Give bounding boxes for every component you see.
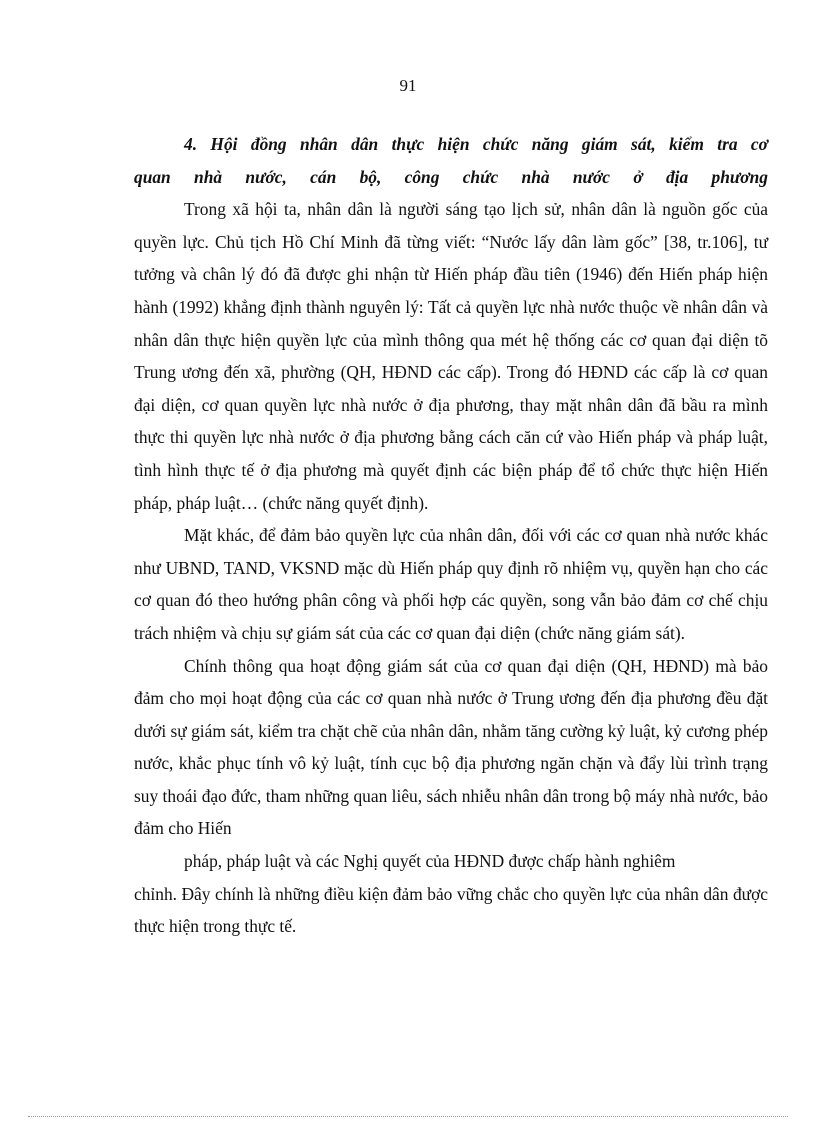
- section-heading-line-1: 4. Hội đồng nhân dân thực hiện chức năng giám sát, kiểm tra cơ: [184, 134, 768, 154]
- page-number: 91: [399, 76, 417, 95]
- paragraph-4: pháp, pháp luật và các Nghị quyết của HĐND được chấp hành nghiêm: [184, 851, 676, 872]
- paragraph-2: Mặt khác, để đảm bảo quyền lực của nhân dân, đối với các cơ quan nhà nước khác như UBND, TAND, VKSND mặc dù Hiến pháp quy định rõ nhiệm vụ, quyền hạn cho các cơ quan đó theo hướng phân công và phối hợp các quyền, song vẫn bảo đảm cơ chế chịu trách nhiệm và chịu sự giám sát của các cơ quan đại diện (chức năng giám sát).: [134, 525, 768, 643]
- paragraph-1: Trong xã hội ta, nhân dân là người sáng tạo lịch sử, nhân dân là nguồn gốc của quyền lực. Chủ tịch Hồ Chí Minh đã từng viết: “Nước lấy dân làm gốc” [38, tr.106], tư tưởng và chân lý đó đã được ghi nhận từ Hiến pháp đầu tiên (1946) đến Hiến pháp hiện hành (1992) khẳng định thành nguyên lý: Tất cả quyền lực nhà nước thuộc về nhân dân và nhân dân thực hiện quyền lực của mình thông qua mét hệ thống các cơ quan đại diện tõ Trung ương đến xã, phường (QH, HĐND các cấp). Trong đó HĐND các cấp là cơ quan đại diện, cơ quan quyền lực nhà nước ở địa phương, thay mặt nhân dân đã bầu ra mình thực thi quyền lực nhà nước ở địa phương bằng cách căn cứ vào Hiến pháp và pháp luật, tình hình thực tế ở địa phương mà quyết định các biện pháp để tổ chức thực hiện Hiến pháp, pháp luật… (chức năng quyết định).: [134, 199, 768, 513]
- document-body: [134, 128, 768, 943]
- paragraph-3: Chính thông qua hoạt động giám sát của cơ quan đại diện (QH, HĐND) mà bảo đảm cho mọi hoạt động của các cơ quan nhà nước ở Trung ương đến địa phương đều đặt dưới sự giám sát, kiểm tra chặt chẽ của nhân dân, nhằm tăng cường kỷ luật, kỷ cương phép nước, khắc phục tính vô kỷ luật, tính cục bộ địa phương ngăn chặn và đẩy lùi trình trạng suy thoái đạo đức, tham những quan liêu, sách nhiễu nhân dân trong bộ máy nhà nước, bảo đảm cho Hiến: [134, 655, 768, 839]
- paragraph-5: chỉnh. Đây chính là những điều kiện đảm bảo vững chắc cho quyền lực của nhân dân được thực hiện trong thực tế.: [134, 883, 768, 937]
- page-bottom-divider: [28, 1116, 788, 1117]
- section-heading-line-2: quan nhà nước, cán bộ, công chức nhà nước ở địa phương: [134, 166, 768, 187]
